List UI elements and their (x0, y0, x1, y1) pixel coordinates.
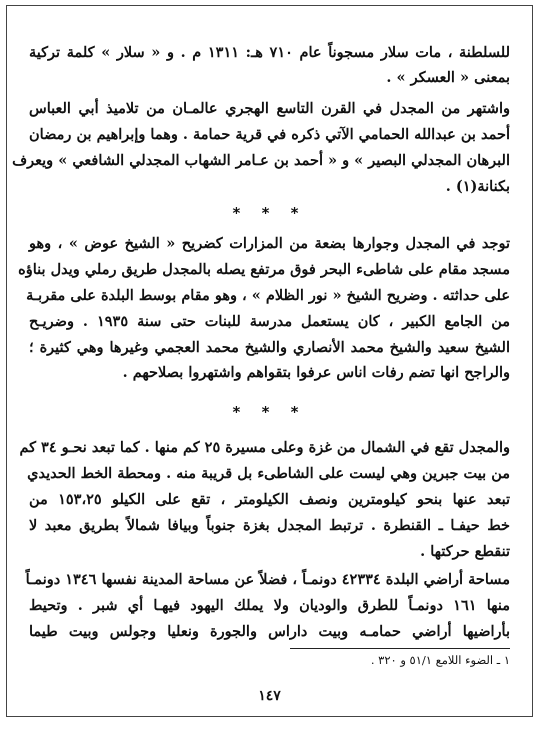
text-line: للسلطنة ، مات سلار مسجوناً عام ٧١٠ هـ: ١٣١١ م . و « سلار » كلمة تركية (29, 44, 510, 61)
text-line: على حداثته . وضريح الشيخ « نور الظلام » ، وهو مقام بوسط البلدة على مقربـة (26, 287, 510, 304)
text-line: خط حيفـا ـ القنطرة . ترتبط المجدل بغزة جنوباً وبيافا شمالاً بطريق معبد لا (29, 517, 510, 534)
footnote: ١ ـ الضوء اللامع ٥١/١ و ٣٢٠ . (370, 653, 510, 667)
text-line: من بيت جبرين وهي ليست على الشاطىء بل قريبة منه . ومحطة الخط الحديدي (27, 465, 510, 482)
text-line: والمجدل تقع في الشمال من غزة وعلى مسيرة ٢٥ كم منها . كما تبعد نحـو ٣٤ كم (19, 439, 510, 456)
section-separator: * * * (232, 403, 307, 421)
text-line: توجد في المجدل وجوارها بضعة من المزارات كضريح « الشيخ عوض » ، وهو (29, 235, 510, 252)
text-line: تنقطع حركتها . (420, 543, 510, 560)
text-line: واشتهر من المجدل في القرن التاسع الهجري عالمـان من تلاميذ أبي العباس (29, 100, 510, 117)
text-line: أحمد بن عبدالله الحمامي الآتي ذكره في قرية حمامة . وهما وإبراهيم بن رمضان (29, 126, 510, 143)
text-line: تبعد عنها بنحو كيلومترين ونصف الكيلومتر ، تقع على الكيلو ١٥٣،٢٥ من (29, 491, 510, 508)
text-line: بكنانة(١) . (445, 178, 510, 195)
text-line: البرهان المجدلي البصير » و « أحمد بن عـامر الشهاب المجدلي الشافعي » ويعرف (12, 152, 510, 169)
text-line: الشيخ سعيد والشيخ محمد الأنصاري والشيخ محمد العجمي وغيرها وهي كثيرة ؛ (29, 339, 510, 356)
text-line: مسجد مقام على شاطىء البحر فوق مرتفع يصله بالمجدل طريق رملي ويدل بناؤه (18, 261, 510, 278)
page-number: ١٤٧ (258, 688, 281, 704)
text-line: بمعنى « العسكر » . (386, 69, 510, 86)
text-line: بأراضيها أراضي حمامـه وبيت داراس والجورة ونعليا وجولس وبيت طيما (29, 623, 510, 640)
text-line: من الجامع الكبير ، كان يستعمل مدرسة للبنات حتى سنة ١٩٣٥ . وضريـح (29, 313, 511, 330)
section-separator: * * * (232, 204, 307, 222)
text-line: منها ١٦١ دونمـاً للطرق والوديان ولا يملك اليهود فيهـا أي شبر . وتحيط (29, 597, 510, 614)
book-page (6, 5, 533, 717)
text-line: والراجح انها تضم رفات اناس عرفوا بتقواهم واشتهروا بصلاحهم . (122, 364, 510, 381)
footnote-rule (290, 648, 510, 649)
text-line: مساحة أراضي البلدة ٤٢٣٣٤ دونمـاً ، فضلاً عن مساحة المدينة نفسها ١٣٤٦ دونمـاً (25, 571, 510, 588)
